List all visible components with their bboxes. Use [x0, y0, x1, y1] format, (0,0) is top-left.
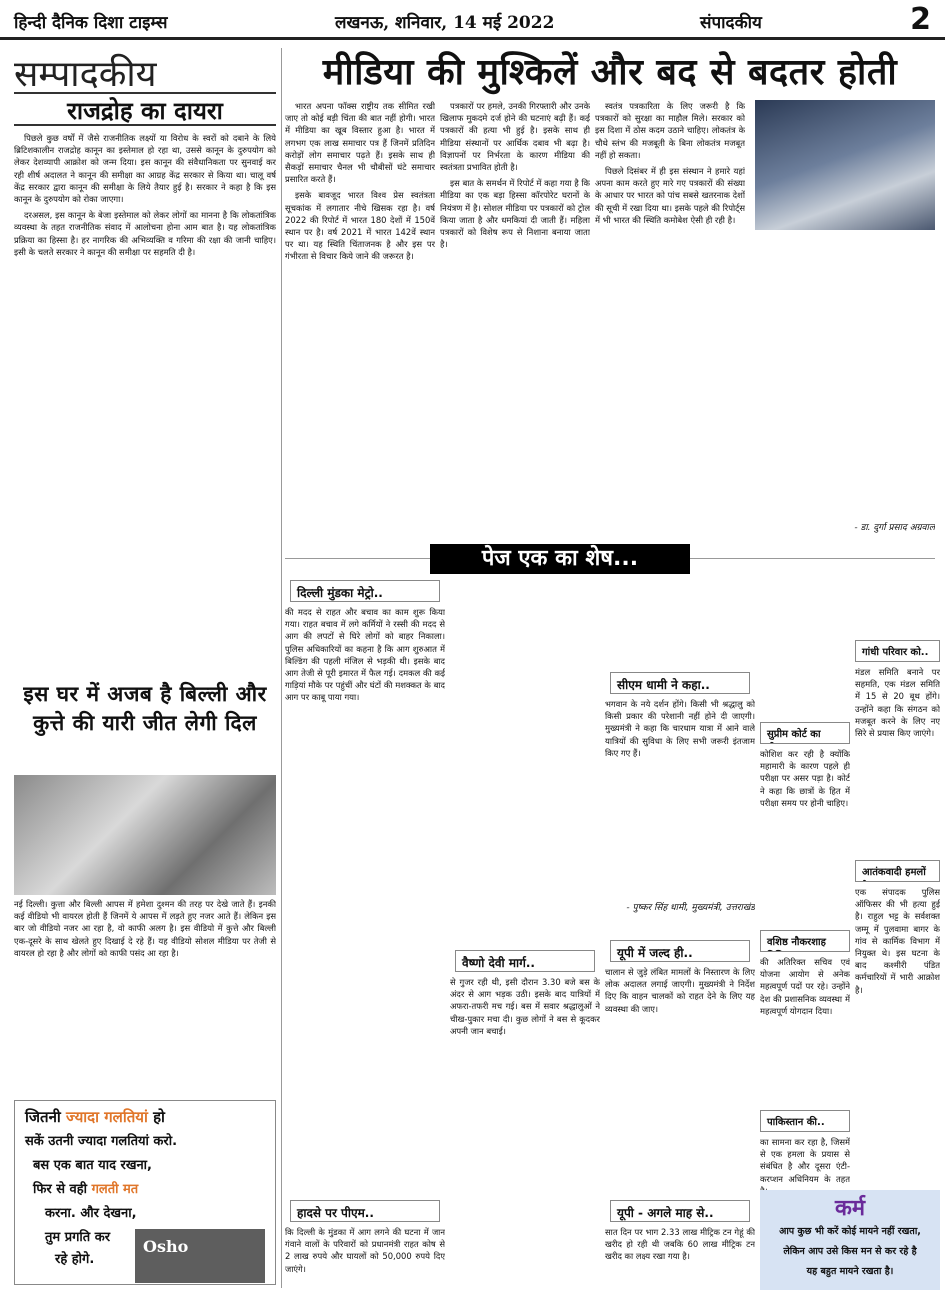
karma-line-3: यह बहुत मायने रखता है। — [806, 1266, 894, 1277]
cont-text-sc: कोशिश कर रही है क्योंकि महामारी के कारण पहले ही परीक्षा पर असर पड़ा है। कोर्ट ने कहा कि छात्रों के हित में परीक्षा समय पर होनी चाहिए। — [760, 749, 850, 808]
continuation-band: पेज एक का शेष... — [430, 544, 690, 574]
cont-text-up-next: सात दिन पर भाग 2.33 लाख मीट्रिक टन गेहूं की खरीद हो रही थी जबकि 60 लाख मीट्रिक टन खरीद का लक्ष्य रखा गया है। — [605, 1227, 755, 1262]
cont-heading-pak: पाकिस्तान की.. — [760, 1110, 850, 1132]
cont-heading-sc: सुप्रीम कोर्ट का — [760, 722, 850, 744]
cont-text-mundka: की मदद से राहत और बचाव का काम शुरू किया गया। राहत बचाव में लगे कर्मियों ने रस्सी की मदद से आग की लपटों से घिरे लोगों को बाहर निकाला। पुलिस अधिकारियों का कहना है कि आग शुरुआत में बिल्डिंग की पहली मंजिल से भड़की थी। इसके बाद आग तेजी से पूरी इमारत में फैल गई। दमकल की कई गाड़ियां मौके पर पहुंचीं और घंटों की मशक्कत के बाद आग पर काबू पाया गया। — [285, 607, 445, 703]
main-headline: मीडिया की मुश्किलें और बद से बदतर होती — [322, 52, 898, 93]
column-rule — [281, 48, 282, 1288]
media-article-col-2 — [440, 100, 590, 540]
cont-heading-terror: आतंकवादी हमलों — [855, 860, 940, 882]
osho-author: Osho — [143, 1237, 189, 1256]
cont-text-up: चालान से जुड़े लंबित मामलों के निस्तारण के लिए लोक अदालत लगाई जाएगी। मुख्यमंत्री ने निर्देश दिए कि वाहन चालकों को राहत देने के लिए यह व्यवस्था की जाए। — [605, 967, 755, 1014]
cont-text-pm: कि दिल्ली के मुंडका में आग लगने की घटना में जान गंवाने वालों के परिवारों को प्रधानमंत्री राहत कोष से 2 लाख रुपये और घायलों को 50,000 रुपये दिए जाएंगे। — [285, 1227, 445, 1274]
cont-text-pak: का सामना कर रहा है, जिसमें से एक हमला के प्रयास से संबंधित है और दूसरा एंटी-करप्शन अधिनियम के तहत — [760, 1137, 850, 1184]
cont-text-col4-top — [760, 580, 850, 720]
story-body: नई दिल्ली। कुत्ता और बिल्ली आपस में हमेशा दुश्मन की तरह पर देखे जाते हैं। इनकी कई वीडियो भी वायरल होती हैं जिनमें ये आपस में लड़ते हुए नजर आते हैं। लेकिन इस बार जो वीडियो नजर आ रहा है, वो काफी अलग है। इस वीडियो में कुत्ते और बिल्ली एक-दूसरे के साथ खेलते हुए दिखाई दे रहे हैं। यह वीडियो सोशल मीडिया पर तेजी से वायरल हो रहा है और लोगों को काफी पसंद आ रहा है। — [14, 899, 276, 958]
quote-line-3: बस एक बात याद रखना, — [33, 1158, 152, 1173]
cont-heading-dhami: सीएम धामी ने कहा.. — [610, 672, 750, 694]
cont-text-vaishno: से गुजर रही थी, इसी दौरान 3.30 बजे बस के अंदर से आग भड़क उठी। इसके बाद यात्रियों में अफरा-तफरी मच गई। बस में सवार श्रद्धालुओं ने चीख-पुकार मचा दी। कुछ लोगों ने बस से कूदकर अपनी जान बचाई। — [450, 977, 600, 1036]
page-number: 2 — [910, 2, 931, 37]
media-article-col-3 — [595, 100, 745, 540]
cat-dog-photo — [14, 775, 276, 895]
karma-line-1: आप कुछ भी करें कोई मायने नहीं रखता, — [779, 1226, 921, 1237]
editorial-paragraph: दरअसल, इस कानून के बेजा इस्तेमाल को लेकर लोगों का मानना है कि लोकतांत्रिक व्यवस्था के तहत राजनीतिक संवाद में आलोचना होना आम बात है। यह लोकतांत्रिक प्रक्रिया का हिस्सा है। हर नागरिक की अभिव्यक्ति व गरिमा की रक्षा की जानी चाहिए। इसी के चलते सरकार ने कानून की समीक्षा पर सहमति दी है। — [14, 210, 276, 257]
quote-line-2: सकें उतनी ज्यादा गलतियां करो. — [25, 1134, 178, 1149]
media-paragraph: इस बात के समर्थन में रिपोर्ट में कहा गया है कि मीडिया का एक बड़ा हिस्सा कॉरपोरेट घरानों के नियंत्रण में है। सोशल मीडिया पर पत्रकारों को ट्रोल किया जाता है और धमकियां दी जाती हैं। महिला पत्रकारों को विशेष रूप से निशाना बनाया जाता है। — [440, 178, 590, 250]
media-byline: - डा. दुर्गा प्रसाद अग्रवाल — [854, 523, 935, 533]
media-paragraph: पत्रकारों पर हमले, उनकी गिरफ्तारी और उनके खिलाफ मुकदमे दर्ज होने की घटनाएं बढ़ी हैं। कई पत्रकारों की हत्या भी हुई है। इसके साथ ही मीडिया संस्थानों पर आर्थिक दबाव भी बढ़ा है। विज्ञापनों पर निर्भरता के कारण मीडिया की स्वतंत्रता प्रभावित होती है। — [440, 101, 590, 172]
cont-heading-up: यूपी में जल्द ही.. — [610, 940, 750, 962]
quote-line-6: तुम प्रगति कर — [45, 1230, 111, 1245]
media-article-col-1 — [285, 100, 435, 540]
quote-line-4: फिर से वही गलती मत — [33, 1182, 139, 1197]
cont-heading-pm: हादसे पर पीएम.. — [290, 1200, 440, 1222]
karma-line-2: लेकिन आप उसे किस मन से कर रहे है — [783, 1246, 917, 1257]
section-label: संपादकीय — [700, 13, 762, 33]
quote-line-7: रहे होगे. — [55, 1252, 95, 1267]
news-camera-photo — [755, 100, 935, 230]
editorial-paragraph: पिछले कुछ वर्षों में जैसे राजनीतिक लक्ष्यों या विरोध के स्वरों को दबाने के लिये ब्रिटिशकालीन राजद्रोह कानून का इस्तेमाल हो रहा था, उससे कानून के दुरुपयोग को लेकर देशव्यापी आक्रोश को जन्म दिया। इस कानून की संवैधानिकता पर सुनवाई कर रही शीर्ष अदालत ने कानून की समीक्षा का आग्रह केंद्र सरकार से किया था। चालू वर्ष केंद्र सरकार द्वारा कानून की समीक्षा के लिये तैयार हुई है। सरकार ने कहा है कि इस कानून के दुरुपयोग को रोका जाएगा। — [14, 133, 276, 204]
cont-text-bureaucrat: की अतिरिक्त सचिव एवं योजना आयोग से अनेक महत्वपूर्ण पदों पर रहे। उन्होंने देश की प्रशासनिक व्यवस्था में महत्वपूर्ण योगदान दिया। — [760, 957, 850, 1016]
editorial-title: राजद्रोह का दायरा — [14, 92, 276, 126]
osho-photo — [135, 1229, 265, 1283]
band-rule-right — [690, 558, 935, 559]
masthead — [0, 0, 945, 40]
media-article-col-4 — [755, 235, 935, 515]
cont-text-terror: एक संपादक पुलिस ऑफिसर की भी हत्या हुई है। राहुल भट्ट के सर्वशक्त जम्मू में पुलवामा बागर के गांव से कार्मिक विभाग में नियुक्त थे। इस घटना के बाद कश्मीरी पंडित कर्मचारियों में भारी आक्रोश है। — [855, 887, 940, 995]
quote-line-5: करना. और देखना, — [45, 1206, 137, 1221]
osho-quote-box — [14, 1100, 276, 1285]
media-paragraph: पिछले दिसंबर में ही इस संस्थान ने हमारे यहां अपना काम करते हुए मारे गए पत्रकारों की संख्या के आधार पर भारत को पांच सबसे खतरनाक देशों की सूची में रखा दिया था। इसके पहले की रिपोर्ट्स में भी भारत की स्थिति कमोबेश ऐसी ही रही है। — [595, 165, 745, 225]
band-rule-left — [285, 558, 430, 559]
cont-text-col2 — [450, 580, 600, 920]
media-paragraph: भारत अपना फॉक्स राष्ट्रीय तक सीमित रखी जाए तो कोई बड़ी चिंता की बात नहीं होगी। भारत में मीडिया का खूब विस्तार हुआ है। भारत में लगभग एक लाख समाचार पत्र हैं जिनमें प्रतिदिन करोड़ों लोग समाचार पढ़ते हैं। इसके साथ ही सैकड़ों समाचार चैनल भी चौबीसों घंटे समाचार प्रसारित करते हैं। — [285, 101, 435, 185]
media-paragraph: इसके बावजूद भारत विश्व प्रेस स्वतंत्रता सूचकांक में लगातार नीचे खिसक रहा है। वर्ष 2022 की रिपोर्ट में भारत 180 देशों में 150वें स्थान पर है। वर्ष 2021 में भारत 142वें स्थान पर था। यह स्थिति चिंताजनक है और इस पर गंभीरता से विचार किये जाने की जरूरत है। — [285, 190, 435, 262]
cont-heading-gandhi: गांधी परिवार को.. — [855, 640, 940, 662]
cont-heading-bureaucrat: वशिष्ठ नौकरशाह — [760, 930, 850, 952]
media-paragraph: स्वतंत्र पत्रकारिता के लिए जरूरी है कि पत्रकारों को सुरक्षा का माहौल मिले। सरकार को इस दिशा में ठोस कदम उठाने चाहिए। लोकतंत्र के चौथे स्तंभ की मजबूती के बिना लोकतंत्र मजबूत नहीं हो सकता। — [595, 101, 745, 160]
editorial-section-heading: सम्पादकीय — [14, 54, 157, 92]
cont-text-gandhi: मंडल समिति बनाने पर सहमति, एक मंडल समिति में 15 से 20 बूथ होंगे। उन्होंने कहा कि संगठन को मजबूत करने के लिए नए सिरे से प्रयास किए जाएंगे। — [855, 667, 940, 738]
story-headline: इस घर में अजब है बिल्ली और कुत्ते की यारी जीत लेगी दिल — [23, 682, 267, 736]
paper-name: हिन्दी दैनिक दिशा टाइम्स — [14, 13, 168, 33]
cont-heading-up-next: यूपी - अगले माह से.. — [610, 1200, 750, 1222]
cont-heading-vaishno: वैष्णो देवी मार्ग.. — [455, 950, 595, 972]
dhami-sign: - पुष्कर सिंह धामी, मुख्यमंत्री, उत्तराखंड — [626, 903, 755, 913]
karma-heading: कर्म — [834, 1196, 866, 1221]
quote-line-1: जितनी ज्यादा गलतियां हो — [25, 1108, 165, 1126]
editorial-body — [14, 132, 276, 657]
cont-text-dhami: भगवान के नये दर्शन होंगे। किसी भी श्रद्धालु को किसी प्रकार की परेशानी नहीं होने दी जाएगी। मुख्यमंत्री ने कहा कि चारधाम यात्रा में आने वाले यात्रियों की सुविधा के लिए सभी जरूरी इंतजाम किए गए हैं। — [605, 699, 755, 758]
karma-quote-box — [760, 1190, 940, 1290]
cont-heading-mundka: दिल्ली मुंडका मेट्रो.. — [290, 580, 440, 602]
dateline: लखनऊ, शनिवार, 14 मई 2022 — [335, 13, 555, 33]
